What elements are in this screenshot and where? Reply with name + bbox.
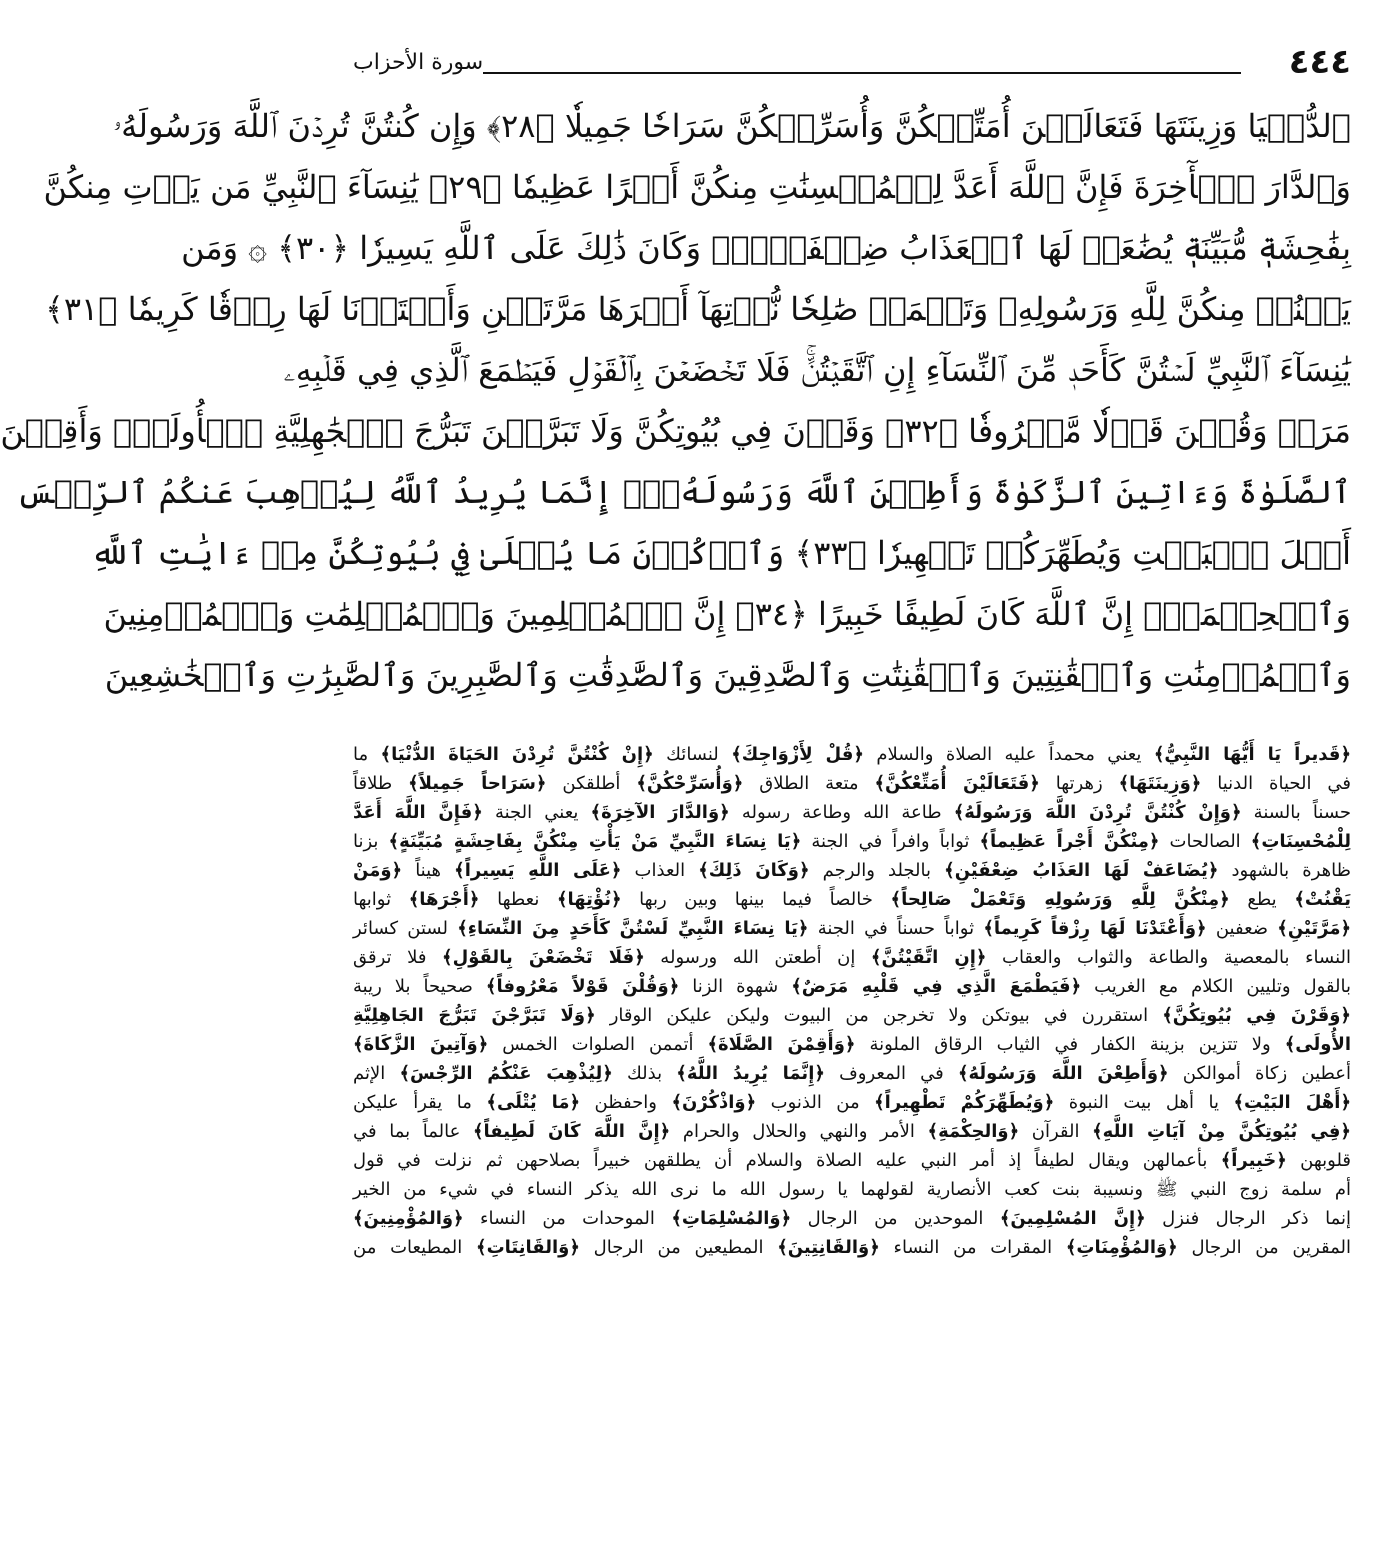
tafsir-line: [353, 769, 1351, 798]
tafsir-text: خالصاً فيما بينها وبين ربها: [621, 889, 891, 910]
tafsir-text: المقرات من النساء: [879, 1237, 1066, 1258]
tafsir-text: الإثم: [353, 1063, 400, 1084]
tafsir-line: [353, 1059, 1351, 1088]
tafsir-line: [353, 1175, 1351, 1204]
tafsir-text: هيناً: [402, 860, 455, 881]
tafsir-text: الأمر والنهي والحلال والحرام: [670, 1121, 928, 1142]
tafsir-text: يعني الجنة: [482, 802, 591, 823]
quran-line: يَٰنِسَآءَ ٱلنَّبِيِّ لَسۡتُنَّ كَأَحَدٖ مِّنَ ٱلنِّسَآءِ إِنِ ٱتَّقَيۡتُنَّۚ فَلَا تَخۡضَعۡنَ بِٱلۡقَوۡلِ فَيَطۡمَعَ ٱلَّذِي فِي قَلۡبِهِۦ: [283, 351, 1351, 389]
tafsir-text: لستن كسائر: [353, 918, 458, 939]
tafsir-quote: ﴿فَإِنَّ اللَّهَ أَعَدَّ: [353, 802, 483, 823]
tafsir-quote: ﴿مَا يُتْلَى﴾: [486, 1092, 581, 1113]
tafsir-line: [353, 1233, 1351, 1262]
tafsir-quote: ﴿إِنْ كُنْتُنَّ تُرِدْنَ الحَيَاةَ الدُّنْيَا﴾: [380, 744, 654, 765]
tafsir-text: في المعروف: [824, 1063, 958, 1084]
tafsir-text: حسناً بالسنة: [1241, 802, 1352, 823]
page-header: [353, 42, 1351, 82]
tafsir-quote: ﴿وَأَقِمْنَ الصَّلَاةَ﴾: [707, 1034, 856, 1055]
tafsir-text: النساء بالمعصية والطاعة والثواب والعقاب: [986, 947, 1351, 968]
tafsir-text: بالجلد والرجم: [809, 860, 945, 881]
tafsir-quote: ﴿إِنَّ المُسْلِمِينَ﴾: [999, 1208, 1146, 1229]
tafsir-text: صحيحاً بلا ريبة: [353, 976, 486, 997]
tafsir-text: يا أهل بيت النبوة: [1054, 1092, 1234, 1113]
tafsir-text: بزنا: [353, 831, 389, 852]
tafsir-text: ما: [353, 744, 381, 765]
quran-line: وَٱلدَّارَ ٱلۡأٓخِرَةَ فَإِنَّ ٱللَّهَ أَعَدَّ لِلۡمُحۡسِنَٰتِ مِنكُنَّ أَجۡرًا عَظِيمٗا ﴿٢٩﴾ يَٰنِسَآءَ ٱلنَّبِيِّ مَن يَأۡتِ مِنكُنَّ: [43, 168, 1351, 206]
tafsir-quote: ﴿وَأُسَرِّحْكُنَّ﴾: [636, 773, 744, 794]
tafsir-text: لنسائك: [653, 744, 732, 765]
tafsir-text: شهوة الزنا: [679, 976, 792, 997]
tafsir-line: [353, 798, 1351, 827]
tafsir-quote: ﴿وَآتِينَ الزَّكَاةَ﴾: [353, 1034, 489, 1055]
tafsir-text: الموحدين من الرجال: [791, 1208, 1000, 1229]
tafsir-text: أطلقكن: [546, 773, 637, 794]
tafsir-quote: لِلْمُحْسِنَاتِ﴾: [1250, 831, 1351, 852]
tafsir-text: الموحدات من النساء: [463, 1208, 672, 1229]
tafsir-quote: ﴿فَيَطْمَعَ الَّذِي فِي قَلْبِهِ مَرَضٌ﴾: [791, 976, 1082, 997]
tafsir-quote: ﴿يَا نِسَاءَ النَّبِيِّ مَنْ يَأْتِ مِنْكُنَّ بِفَاحِشَةٍ مُبَيِّنَةٍ﴾: [388, 831, 802, 852]
tafsir-quote: ﴿وَالقَانِتِينَ﴾: [777, 1237, 880, 1258]
tafsir-quote: ﴿مَرَّتَيْنِ﴾: [1277, 918, 1352, 939]
quran-line: ٱلصَّلَوٰةَ وَءَاتِينَ ٱلزَّكَوٰةَ وَأَطِعۡنَ ٱللَّهَ وَرَسُولَهُۥٓۚ إِنَّمَا يُرِيدُ ٱللَّهُ لِيُذۡهِبَ عَنكُمُ ٱلرِّجۡسَ: [16, 473, 1351, 511]
tafsir-quote: ﴿وَكَانَ ذَلِكَ﴾: [698, 860, 810, 881]
tafsir-text: القرآن: [1019, 1121, 1093, 1142]
tafsir-line: [353, 914, 1351, 943]
tafsir-line: [353, 943, 1351, 972]
tafsir-line: [353, 856, 1351, 885]
tafsir-text: نعطها: [479, 889, 557, 910]
tafsir-quote: ﴿مِنْكُنَّ أَجْراً عَظِيماً﴾: [979, 831, 1160, 852]
quran-line: يَقۡنُتۡ مِنكُنَّ لِلَّهِ وَرَسُولِهِۦ وَتَعۡمَلۡ صَٰلِحٗا نُّؤۡتِهَآ أَجۡرَهَا مَرَّتَيۡنِ وَأَعۡتَدۡنَا لَهَا رِزۡقٗا كَرِيمٗا ﴿٣١﴾: [45, 290, 1351, 328]
tafsir-quote: ﴿خَبِيراً﴾: [1220, 1150, 1287, 1171]
tafsir-text: زهرتها: [1039, 773, 1119, 794]
tafsir-text: ثواباً وافراً في الجنة: [801, 831, 980, 852]
page-number: ٤٤٤: [1288, 42, 1351, 82]
tafsir-line: [353, 972, 1351, 1001]
quran-line: أَهۡلَ ٱلۡبَيۡتِ وَيُطَهِّرَكُمۡ تَطۡهِيرٗا ﴿٣٣﴾ وَٱذۡكُرۡنَ مَا يُتۡلَىٰ فِي بُيُوتِكُنَّ مِنۡ ءَايَٰتِ ٱللَّهِ: [90, 534, 1351, 572]
tafsir-quote: ﴿وَلَا تَبَرَّجْنَ تَبَرُّجَ الجَاهِلِيَّةِ: [353, 1005, 596, 1026]
tafsir-text: واحفظن: [580, 1092, 672, 1113]
tafsir-quote: ﴿إِنَّ اللَّهَ كَانَ لَطِيفاً﴾: [472, 1121, 671, 1142]
tafsir-quote: ﴿فَلَا تَخْضَعْنَ بِالقَوْلِ﴾: [442, 947, 645, 968]
tafsir-text: المقرين من الرجال: [1177, 1237, 1352, 1258]
quran-line: مَرَضٞ وَقُلۡنَ قَوۡلٗا مَّعۡرُوفٗا ﴿٣٢﴾ وَقَرۡنَ فِي بُيُوتِكُنَّ وَلَا تَبَرَّجۡنَ تَبَرُّجَ ٱلۡجَٰهِلِيَّةِ ٱلۡأُولَىٰۖ وَأَقِمۡنَ: [0, 412, 1351, 450]
tafsir-quote: ﴿وَأَعْتَدْنَا لَهَا رِزْقاً كَرِيماً﴾: [983, 918, 1207, 939]
tafsir-text: بالقول وتليين الكلام مع الغريب: [1081, 976, 1352, 997]
tafsir-text: فلا ترقق: [353, 947, 443, 968]
tafsir-quote: ﴿وَقُلْنَ قَوْلاً مَعْرُوفاً﴾: [485, 976, 680, 997]
tafsir-text: عالماً بما في: [353, 1121, 473, 1142]
tafsir-quote: ﴿عَلَى اللَّهِ يَسِيراً﴾: [454, 860, 622, 881]
tafsir-quote: ﴿إِنِ اتَّقَيْتُنَّ﴾: [870, 947, 987, 968]
tafsir-text: طاعة الله وطاعة رسوله: [729, 802, 954, 823]
tafsir-line: [353, 740, 1351, 769]
quran-line: بِفَٰحِشَةٖ مُّبَيِّنَةٖ يُضَٰعَفۡ لَهَا ٱلۡعَذَابُ ضِعۡفَيۡنِۚ وَكَانَ ذَٰلِكَ عَلَى ٱللَّهِ يَسِيرٗا ﴿٣٠﴾ ۞ وَمَن: [181, 229, 1351, 267]
surah-title: سورة الأحزاب: [353, 50, 484, 75]
tafsir-quote: ﴿وَالقَانِتَاتِ﴾: [476, 1237, 580, 1258]
tafsir-quote: ﴿نُؤْتِهَا﴾: [556, 889, 622, 910]
tafsir-quote: ﴿وَالدَّارَ الآخِرَةَ﴾: [590, 802, 730, 823]
tafsir-quote: ﴿وَالحِكْمَةِ﴾: [927, 1121, 1020, 1142]
tafsir-line: [353, 1030, 1351, 1059]
tafsir-text: يعني محمداً عليه الصلاة والسلام: [863, 744, 1154, 765]
tafsir-text: ثواباً حسناً في الجنة: [808, 918, 984, 939]
tafsir-line: [353, 1117, 1351, 1146]
tafsir-quote: ﴿وَاذْكُرْنَ﴾: [671, 1092, 757, 1113]
tafsir-quote: ﴿وَإِنْ كُنْتُنَّ تُرِدْنَ اللَّهَ وَرَسُولَهُ﴾: [953, 802, 1242, 823]
tafsir-quote: ﴿قُلْ لِأَزْوَاجِكَ﴾: [731, 744, 864, 765]
tafsir-quote: ﴿يُضَاعَفْ لَهَا العَذَابُ ضِعْفَيْنِ﴾: [944, 860, 1219, 881]
tafsir-quote: ﴿وَمَنْ: [353, 860, 403, 881]
tafsir-text: أتممن الصلوات الخمس: [488, 1034, 708, 1055]
quran-text-block: [0, 96, 1351, 706]
header-divider: [483, 72, 1241, 74]
tafsir-text: أم سلمة زوج النبي ﷺ ونسيبة بنت كعب الأنصارية لقولهما يا رسول الله ما نرى الله يذكر النساء في شيء من الخير: [353, 1179, 1351, 1200]
tafsir-quote: ﴿وَقَرْنَ فِي بُيُوتِكُنَّ﴾: [1162, 1005, 1351, 1026]
quran-line: ٱلدُّنۡيَا وَزِينَتَهَا فَتَعَالَيۡنَ أُمَتِّعۡكُنَّ وَأُسَرِّحۡكُنَّ سَرَاحٗا جَمِيلٗا ﴿٢٨﴾ وَإِن كُنتُنَّ تُرِدۡنَ ٱللَّهَ وَرَسُولَهُۥ: [113, 107, 1351, 145]
tafsir-line: [353, 827, 1351, 856]
tafsir-text: ظاهرة بالشهود: [1218, 860, 1351, 881]
tafsir-text: إن أطعتن الله ورسوله: [644, 947, 871, 968]
tafsir-text: في الحياة الدنيا: [1201, 773, 1351, 794]
tafsir-quote: ﴿يَا نِسَاءَ النَّبِيِّ لَسْتُنَّ كَأَحَدٍ مِنَ النِّسَاءِ﴾: [457, 918, 809, 939]
tafsir-text: إنما ذكر الرجال فنزل: [1145, 1208, 1351, 1229]
tafsir-quote: يَقْنُتْ﴾: [1294, 889, 1351, 910]
tafsir-quote: ﴿وَيُطَهِّرَكُمْ تَطْهِيراً﴾: [874, 1092, 1055, 1113]
tafsir-text: متعة الطلاق: [743, 773, 875, 794]
tafsir-quote: ﴿فِي بُيُوتِكُنَّ مِنْ آيَاتِ اللَّهِ﴾: [1092, 1121, 1351, 1142]
tafsir-quote: ﴿أَجْرَهَا﴾: [408, 889, 480, 910]
tafsir-text: ضعفين: [1206, 918, 1278, 939]
tafsir-text: بذلك: [612, 1063, 677, 1084]
quran-line: وَٱلۡمُؤۡمِنَٰتِ وَٱلۡقَٰنِتِينَ وَٱلۡقَٰنِتَٰتِ وَٱلصَّٰدِقِينَ وَٱلصَّٰدِقَٰتِ وَٱلصَّٰبِرِينَ وَٱلصَّٰبِرَٰتِ وَٱلۡخَٰشِعِينَ: [104, 656, 1351, 694]
tafsir-quote: ﴿سَرَاحاً جَمِيلاً﴾: [408, 773, 547, 794]
tafsir-text: يطع: [1229, 889, 1295, 910]
tafsir-line: [353, 885, 1351, 914]
tafsir-text: أعطين زكاة أموالكن: [1168, 1063, 1352, 1084]
tafsir-quote: ﴿لِيُذْهِبَ عَنْكُمُ الرِّجْسَ﴾: [399, 1063, 613, 1084]
tafsir-text: طلاقاً: [353, 773, 409, 794]
tafsir-quote: ﴿وَأَطِعْنَ اللَّهَ وَرَسُولَهُ﴾: [957, 1063, 1169, 1084]
tafsir-quote: ﴿أَهْلَ البَيْتِ﴾: [1233, 1092, 1351, 1113]
tafsir-text: المطيعات من: [353, 1237, 477, 1258]
tafsir-text: المطيعين من الرجال: [579, 1237, 778, 1258]
tafsir-quote: ﴿وَالمُسْلِمَاتِ﴾: [671, 1208, 792, 1229]
tafsir-line: [353, 1088, 1351, 1117]
tafsir-quote: ﴿مِنْكُنَّ لِلَّهِ وَرَسُولِهِ وَتَعْمَلْ صَالِحاً﴾: [890, 889, 1230, 910]
tafsir-quote: ﴿وَزِينَتَهَا﴾: [1118, 773, 1202, 794]
tafsir-text: ما يقرأ عليكن: [353, 1092, 487, 1113]
tafsir-text: الصالحات: [1159, 831, 1251, 852]
tafsir-line: [353, 1204, 1351, 1233]
tafsir-line: [353, 1001, 1351, 1030]
tafsir-quote: ﴿قَديراً يَا أَيُّهَا النَّبِيُّ﴾: [1153, 744, 1351, 765]
tafsir-line: [353, 1146, 1351, 1175]
quran-line: وَٱلۡحِكۡمَةِۚ إِنَّ ٱللَّهَ كَانَ لَطِيفًا خَبِيرًا ﴿٣٤﴾ إِنَّ ٱلۡمُسۡلِمِينَ وَٱلۡمُسۡلِمَٰتِ وَٱلۡمُؤۡمِنِينَ: [103, 595, 1351, 633]
tafsir-text: بأعمالهن ويقال لطيفاً إذ أمر النبي عليه الصلاة والسلام أن يطلقهن خبيراً بصلاحهن ثم نزلت في قول: [353, 1150, 1221, 1171]
tafsir-text: ولا تتزين بزينة الكفار في الثياب الرقاق الملونة: [855, 1034, 1285, 1055]
tafsir-text: استقررن في بيوتكن ولا تخرجن من البيوت وليكن عليكن الوقار: [595, 1005, 1163, 1026]
tafsir-quote: ﴿وَالمُؤْمِنِينَ﴾: [353, 1208, 464, 1229]
tafsir-block: [353, 740, 1351, 1262]
tafsir-text: ثوابها: [353, 889, 409, 910]
tafsir-text: العذاب: [621, 860, 699, 881]
tafsir-text: قلوبهن: [1286, 1150, 1352, 1171]
tafsir-text: من الذنوب: [756, 1092, 875, 1113]
tafsir-quote: ﴿فَتَعَالَيْنَ أُمَتِّعْكُنَّ﴾: [874, 773, 1040, 794]
tafsir-quote: ﴿وَالمُؤْمِنَاتِ﴾: [1065, 1237, 1178, 1258]
tafsir-quote: الأُولَى﴾: [1284, 1034, 1352, 1055]
tafsir-quote: ﴿إِنَّمَا يُرِيدُ اللَّهُ﴾: [676, 1063, 825, 1084]
